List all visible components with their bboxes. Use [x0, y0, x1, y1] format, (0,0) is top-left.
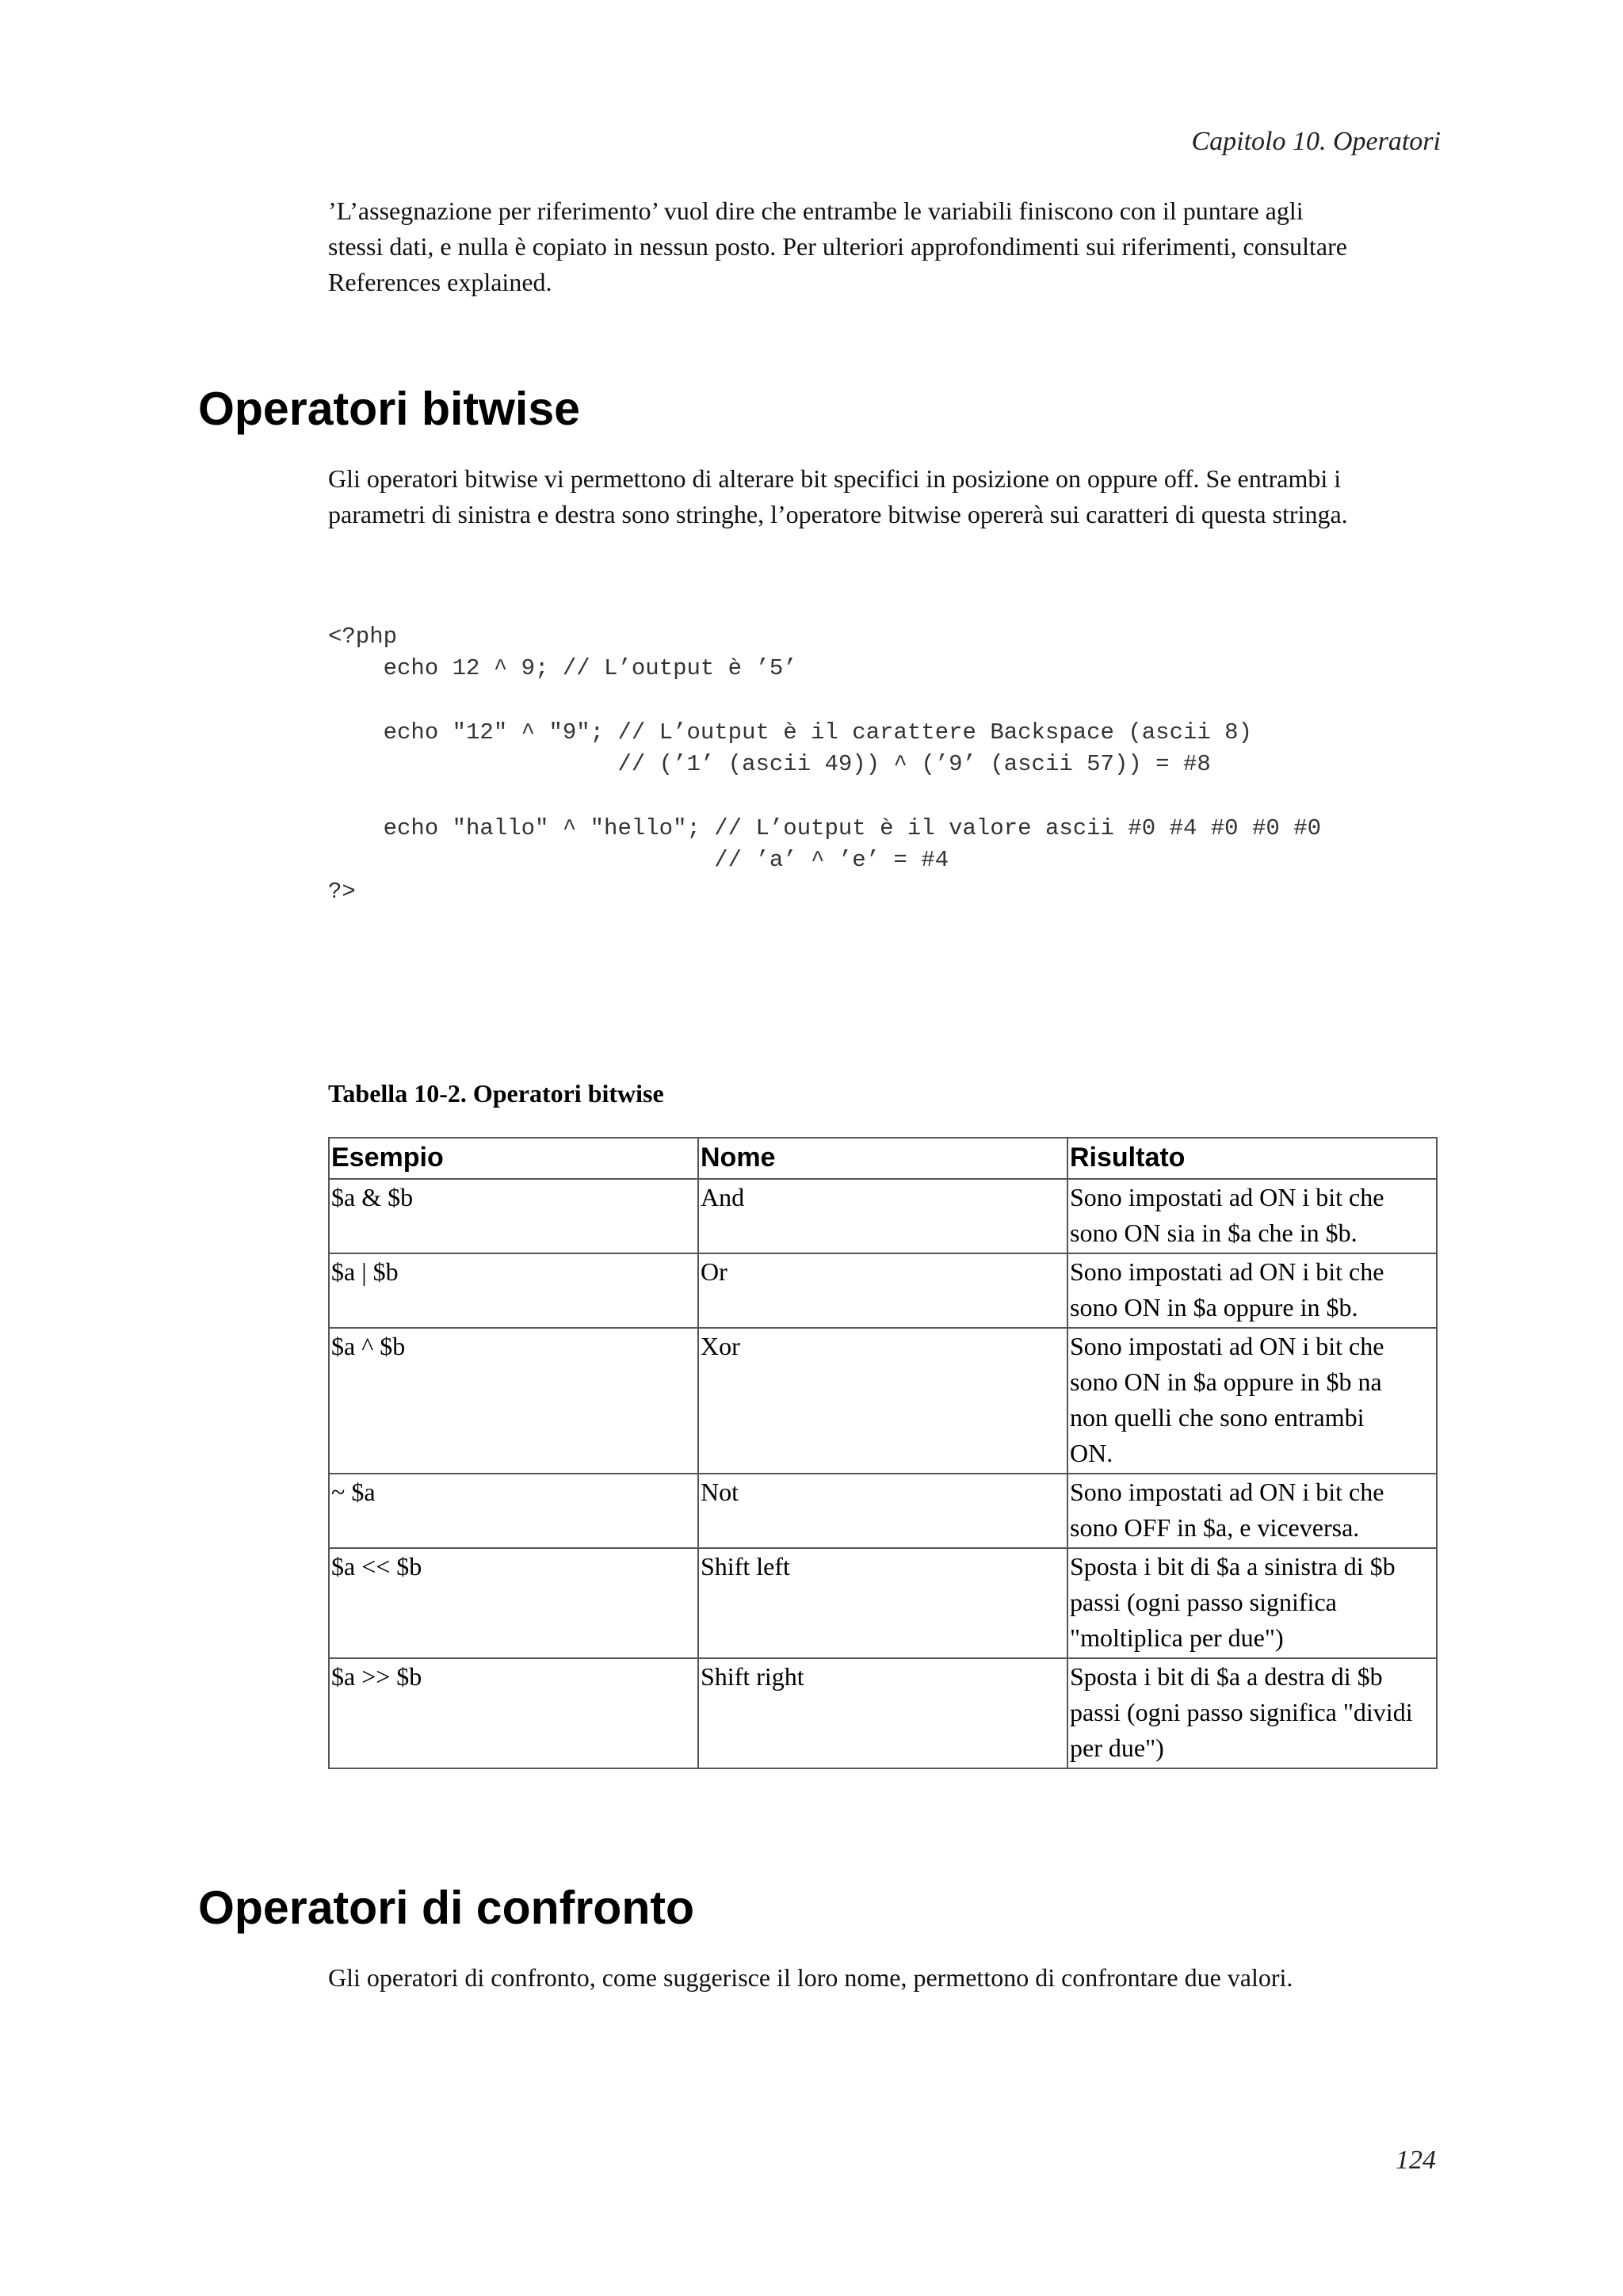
- intro-paragraph: [328, 193, 1438, 300]
- cell-example: $a & $b: [329, 1179, 698, 1253]
- table-row: [329, 1253, 1437, 1328]
- section-heading-confronto: Operatori di confronto: [198, 1882, 695, 1934]
- table-row: [329, 1328, 1437, 1474]
- cell-example: $a ^ $b: [329, 1328, 698, 1474]
- paragraph-line: Gli operatori bitwise vi permettono di alterare bit specifici in posizione on oppure off. Se entrambi i: [328, 464, 1342, 493]
- table-row: [329, 1474, 1437, 1548]
- result-line: Sono impostati ad ON i bit che: [1070, 1478, 1384, 1506]
- result-line: Sono impostati ad ON i bit che: [1070, 1183, 1384, 1211]
- cell-result: [1067, 1328, 1437, 1474]
- cell-result: [1067, 1658, 1437, 1768]
- cell-result: [1067, 1548, 1437, 1658]
- result-line: sono ON in $a oppure in $b.: [1070, 1293, 1358, 1322]
- bitwise-paragraph: [328, 461, 1438, 532]
- paragraph-line: parametri di sinistra e destra sono stringhe, l’operatore bitwise opererà sui caratteri di questa stringa.: [328, 500, 1348, 528]
- result-line: passi (ogni passo significa: [1070, 1588, 1337, 1616]
- running-header: Capitolo 10. Operatori: [1191, 127, 1441, 156]
- column-header-risultato: Risultato: [1067, 1138, 1437, 1179]
- result-line: non quelli che sono entrambi: [1070, 1403, 1365, 1432]
- code-line: <?php: [328, 624, 398, 650]
- cell-name: Xor: [698, 1328, 1067, 1474]
- bitwise-operators-table: [328, 1137, 1438, 1769]
- column-header-esempio: Esempio: [329, 1138, 698, 1179]
- code-line: // ’a’ ^ ’e’ = #4: [328, 847, 949, 874]
- references-link[interactable]: References explained.: [328, 268, 552, 296]
- result-line: ON.: [1070, 1439, 1113, 1467]
- code-line: [328, 685, 1321, 717]
- table-header-row: [329, 1138, 1437, 1179]
- cell-example: $a << $b: [329, 1548, 698, 1658]
- result-line: sono ON in $a oppure in $b na: [1070, 1367, 1382, 1396]
- cell-example: $a >> $b: [329, 1658, 698, 1768]
- code-line: ?>: [328, 879, 356, 906]
- section-heading-bitwise: Operatori bitwise: [198, 383, 580, 435]
- confronto-paragraph: Gli operatori di confronto, come suggerisce il loro nome, permettono di confrontare due valori.: [328, 1963, 1293, 1992]
- table-caption: Tabella 10-2. Operatori bitwise: [328, 1079, 664, 1108]
- result-line: Sono impostati ad ON i bit che: [1070, 1332, 1384, 1360]
- table-row: [329, 1179, 1437, 1253]
- cell-result: [1067, 1179, 1437, 1253]
- result-line: passi (ogni passo significa "dividi: [1070, 1698, 1413, 1726]
- cell-name: Or: [698, 1253, 1067, 1328]
- intro-line: ’L’assegnazione per riferimento’ vuol dire che entrambe le variabili finiscono con il puntare agli: [328, 196, 1304, 225]
- result-line: sono ON sia in $a che in $b.: [1070, 1219, 1358, 1247]
- page-number: 124: [1396, 2145, 1436, 2175]
- table-row: [329, 1658, 1437, 1768]
- table-row: [329, 1548, 1437, 1658]
- result-line: Sono impostati ad ON i bit che: [1070, 1257, 1384, 1286]
- code-line: echo 12 ^ 9; // L’output è ’5’: [328, 655, 797, 682]
- cell-name: Shift right: [698, 1658, 1067, 1768]
- result-line: "moltiplica per due"): [1070, 1623, 1284, 1652]
- cell-example: ~ $a: [329, 1474, 698, 1548]
- column-header-nome: Nome: [698, 1138, 1067, 1179]
- result-line: sono OFF in $a, e viceversa.: [1070, 1513, 1360, 1542]
- code-block: [328, 621, 1321, 909]
- cell-result: [1067, 1474, 1437, 1548]
- result-line: per due"): [1070, 1733, 1164, 1762]
- result-line: Sposta i bit di $a a sinistra di $b: [1070, 1552, 1396, 1581]
- code-line: echo "12" ^ "9"; // L’output è il carattere Backspace (ascii 8): [328, 719, 1252, 746]
- cell-example: $a | $b: [329, 1253, 698, 1328]
- intro-line: stessi dati, e nulla è copiato in nessun posto. Per ulteriori approfondimenti sui riferimenti, consultare: [328, 232, 1347, 261]
- cell-name: Not: [698, 1474, 1067, 1548]
- code-line: // (’1’ (ascii 49)) ^ (’9’ (ascii 57)) = #8: [328, 751, 1211, 778]
- code-line: [328, 780, 1321, 812]
- cell-result: [1067, 1253, 1437, 1328]
- cell-name: Shift left: [698, 1548, 1067, 1658]
- cell-name: And: [698, 1179, 1067, 1253]
- result-line: Sposta i bit di $a a destra di $b: [1070, 1662, 1383, 1691]
- code-line: echo "hallo" ^ "hello"; // L’output è il valore ascii #0 #4 #0 #0 #0: [328, 814, 1322, 841]
